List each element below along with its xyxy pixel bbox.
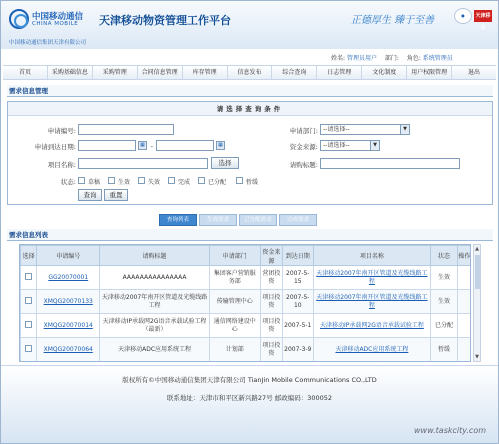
fund-cell: 项目投资 <box>260 314 282 338</box>
row-checkbox[interactable] <box>25 297 32 304</box>
list-section-title: 需求信息列表 <box>7 229 493 241</box>
logo-text-en: CHINA MOBILE <box>32 21 79 27</box>
fund-cell <box>260 362 282 363</box>
date-cell: 2007-5-10 <box>283 290 313 314</box>
status-cell: 生效 <box>431 266 457 290</box>
status-complete-checkbox[interactable] <box>168 177 175 184</box>
col-header-fund: 资金来源 <box>260 246 282 266</box>
status-draft-label: 草稿 <box>88 179 101 186</box>
role-label: 角色: <box>406 55 421 62</box>
fund-cell: 营团投资 <box>260 266 282 290</box>
nav-culture[interactable]: 文化制度 <box>362 66 407 79</box>
col-header-action: 操作 <box>457 246 471 266</box>
nav-home[interactable]: 首页 <box>3 66 48 79</box>
nav-purchase-basic[interactable]: 采购基础信息 <box>48 66 93 79</box>
search-panel-header: 请选择查询条件 <box>8 102 492 116</box>
row-select-cell <box>21 314 37 338</box>
table-scrollbar[interactable] <box>473 244 481 362</box>
req-no-label: 申请编号: <box>47 127 76 135</box>
status-active-checkbox[interactable] <box>108 177 115 184</box>
status-draft-checkbox[interactable] <box>78 177 85 184</box>
date-cell <box>283 362 313 363</box>
dept-select-value: --请选择-- <box>323 126 350 133</box>
col-header-select: 选择 <box>21 246 37 266</box>
table-row <box>21 266 472 290</box>
dept-cell: 通信网络建设中心 <box>209 314 260 338</box>
row-checkbox[interactable] <box>25 321 32 328</box>
arrival-date-label: 申请到达日期: <box>34 143 76 151</box>
request-title-cell: 天津移动IP承载网2G语音承载试验工程（最新） <box>100 314 210 338</box>
nav-permissions[interactable]: 用户权限管理 <box>407 66 452 79</box>
scroll-down-icon[interactable]: ▼ <box>475 354 479 360</box>
status-cell <box>431 362 457 363</box>
row-checkbox[interactable] <box>25 273 32 280</box>
tab-complete-demand[interactable]: 完成需求 <box>279 214 317 226</box>
nav-inventory[interactable]: 库存管理 <box>183 66 228 79</box>
arrival-date-from-input[interactable] <box>78 140 136 151</box>
date-range-separator: - <box>150 142 153 150</box>
query-button[interactable]: 查询 <box>78 189 102 201</box>
dept-label: 部门: <box>384 55 399 62</box>
project-link[interactable]: 天津移动2007年南开区管道及光缆线路工程 <box>313 266 431 290</box>
watermark: www.taskcity.com <box>414 426 486 435</box>
row-select-cell <box>21 290 37 314</box>
req-no-link[interactable] <box>37 362 100 363</box>
user-role: 系统管理员 <box>422 55 453 62</box>
nav-log[interactable]: 日志管理 <box>317 66 362 79</box>
status-assigned-label: 已分配 <box>208 179 227 186</box>
status-pending-label: 暂缓 <box>246 179 259 186</box>
col-header-date: 到达日期 <box>283 246 313 266</box>
fund-cell: 项目投资 <box>260 338 282 362</box>
table-row <box>21 338 472 362</box>
page-title: 天津移动物资管理工作平台 <box>99 14 231 27</box>
req-no-link[interactable]: XMQG20070064 <box>37 338 100 362</box>
scroll-thumb[interactable] <box>475 255 480 289</box>
table-row <box>21 362 472 363</box>
chevron-down-icon: ▼ <box>370 141 379 150</box>
tab-query-list[interactable]: 查询列表 <box>159 214 197 226</box>
result-tabs <box>159 214 319 226</box>
fund-source-select[interactable] <box>320 140 380 151</box>
dept-cell: 计划部 <box>209 338 260 362</box>
request-title-cell: 天津移动ADC应用系统工程 <box>100 338 210 362</box>
date-cell: 2007-3-9 <box>283 338 313 362</box>
request-title-cell: 天津移动2007年南开区管道及光缆线路工程 <box>100 290 210 314</box>
request-title-input[interactable] <box>320 158 460 169</box>
project-name-input[interactable] <box>78 158 208 169</box>
row-checkbox[interactable] <box>25 345 32 352</box>
fund-cell: 项目投资 <box>260 290 282 314</box>
tab-assigned-demand[interactable]: 已分配需求 <box>239 214 277 226</box>
col-header-title: 请购标题 <box>100 246 210 266</box>
status-pending-checkbox[interactable] <box>236 177 243 184</box>
date-cell: 2007-5-15 <box>283 266 313 290</box>
dept-select[interactable] <box>320 124 410 135</box>
table-header-row <box>21 246 472 266</box>
request-title-label: 请购标题: <box>289 161 318 169</box>
project-select-button[interactable]: 选择 <box>211 157 239 169</box>
fund-source-label: 资金来源: <box>289 143 318 151</box>
request-title-cell: AAAAAAAAAAAAAAA <box>100 266 210 290</box>
req-no-input[interactable] <box>78 124 174 135</box>
calendar-icon[interactable]: ▦ <box>138 141 147 150</box>
status-cell: 生效 <box>431 290 457 314</box>
row-select-cell <box>21 266 37 290</box>
status-assigned-checkbox[interactable] <box>198 177 205 184</box>
main-nav <box>3 65 496 80</box>
nav-logout[interactable]: 退出 <box>468 69 481 76</box>
col-header-dept: 申请部门 <box>209 246 260 266</box>
action-cell[interactable] <box>457 338 471 362</box>
user-info-bar <box>331 53 453 62</box>
req-no-link[interactable]: XMQG20070133 <box>37 290 100 314</box>
slogan: 正德厚生 臻于至善 <box>351 15 435 26</box>
col-header-project: 项目名称 <box>313 246 431 266</box>
dept-cell <box>209 362 260 363</box>
req-no-link[interactable]: GG20070001 <box>37 266 100 290</box>
row-select-cell <box>21 338 37 362</box>
status-label: 状态: <box>60 178 76 186</box>
table-row <box>21 314 472 338</box>
action-cell[interactable] <box>457 362 471 363</box>
search-panel <box>7 101 493 205</box>
col-header-req-no: 申请编号 <box>37 246 100 266</box>
demand-table <box>19 244 471 362</box>
dept-cell: 集团客户营销服务部 <box>209 266 260 290</box>
organization-name: 中国移动通信集团天津有限公司 <box>9 40 87 46</box>
project-name-label: 项目名称: <box>47 161 76 169</box>
table-row <box>21 290 472 314</box>
nav-contract[interactable]: 合同信息管理 <box>138 66 183 79</box>
status-cell: 已分配 <box>431 314 457 338</box>
status-invalid-label: 失效 <box>148 179 161 186</box>
tab-active-demand[interactable]: 生效需求 <box>199 214 237 226</box>
user-name: 管理员用户 <box>346 55 377 62</box>
status-active-label: 生效 <box>118 179 131 186</box>
arrival-date-to-input[interactable] <box>156 140 214 151</box>
action-cell[interactable] <box>457 266 471 290</box>
status-invalid-checkbox[interactable] <box>138 177 145 184</box>
dept-label: 申请部门: <box>289 127 318 135</box>
badge-label: 天津移动 <box>474 10 492 22</box>
request-title-cell <box>100 362 210 363</box>
nav-query[interactable]: 综合查询 <box>272 66 317 79</box>
project-link[interactable]: 天津移动ADC应用系统工程 <box>313 338 431 362</box>
copyright-text: 版权所有©中国移动通信集团天津有限公司 TianJin Mobile Communications CO.,LTD <box>122 376 377 384</box>
scroll-up-icon[interactable]: ▲ <box>475 246 479 252</box>
china-mobile-logo-icon <box>9 9 29 29</box>
row-select-cell <box>21 362 37 363</box>
address-text: 联系地址：天津市和平区新兴路27号 邮政编码：300052 <box>166 394 333 402</box>
action-cell[interactable] <box>457 314 471 338</box>
status-complete-label: 完成 <box>178 179 191 186</box>
project-link[interactable] <box>313 362 431 363</box>
name-label: 姓名: <box>331 55 346 62</box>
date-cell: 2007-5-1 <box>283 314 313 338</box>
req-no-link[interactable]: XMQG20070014 <box>37 314 100 338</box>
status-cell: 暂缓 <box>431 338 457 362</box>
footer <box>1 365 498 443</box>
action-cell[interactable] <box>457 290 471 314</box>
calendar-icon[interactable]: ▦ <box>216 141 225 150</box>
project-link[interactable]: 天津移动IP承载网2G语音承载试验工程 <box>313 314 431 338</box>
header-banner <box>1 1 498 49</box>
company-seal-icon: ● <box>454 8 472 24</box>
logo-text-cn: 中国移动通信 <box>32 12 84 22</box>
demand-section-title: 需求信息管理 <box>7 85 493 97</box>
dept-cell: 传输管理中心 <box>209 290 260 314</box>
nav-publish[interactable]: 信息发布 <box>228 66 273 79</box>
fund-source-select-value: --请选择-- <box>323 142 350 149</box>
col-header-status: 状态 <box>431 246 457 266</box>
reset-button[interactable]: 重置 <box>104 189 128 201</box>
chevron-down-icon: ▼ <box>400 125 409 134</box>
project-link[interactable]: 天津移动2007年南开区管道及光缆线路工程 <box>313 290 431 314</box>
nav-purchase-mgmt[interactable]: 采购管理 <box>93 66 138 79</box>
